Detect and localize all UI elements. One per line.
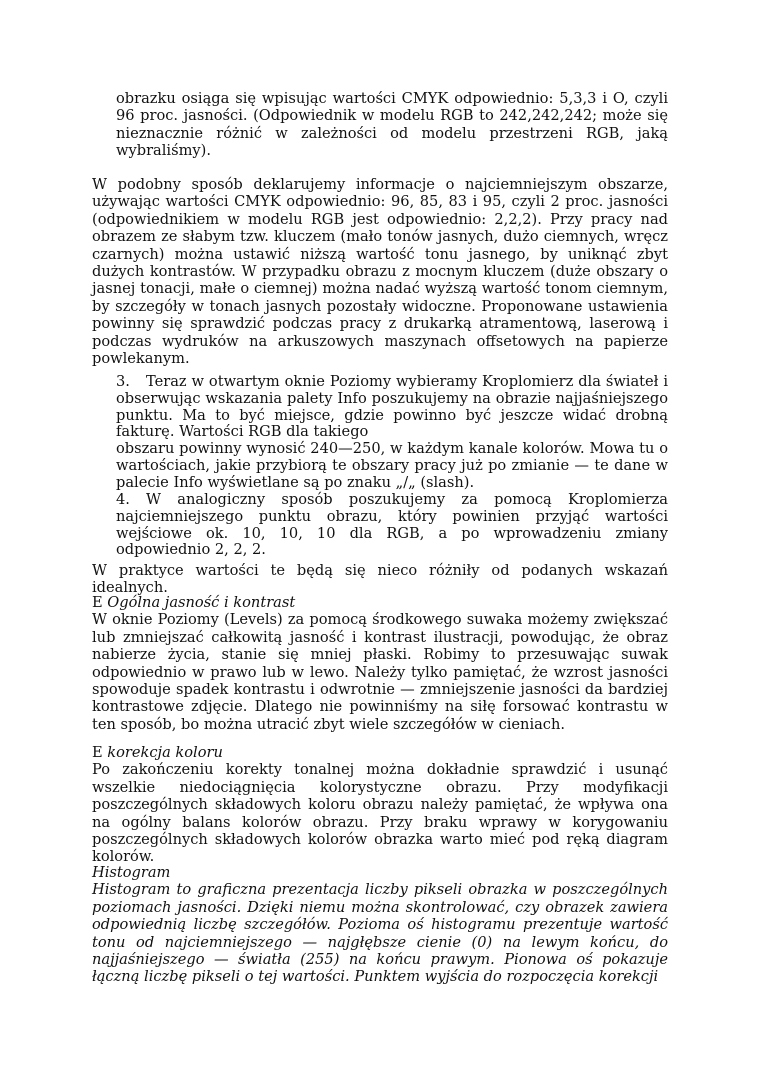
paragraph-practice	[92, 562, 668, 597]
section-title: Histogram	[92, 864, 171, 881]
list-item-number: 4.	[116, 491, 130, 508]
list-item-text	[116, 492, 668, 559]
section-heading	[92, 594, 668, 611]
paragraph-text: W praktyce wartości te będą się nieco różniły od podanych wskazań idealnych.	[92, 562, 668, 597]
list-item-body: W analogiczny sposób poszukujemy za pomocą Kroplomierza najciemniejszego punktu obrazu, który powinien przyjąć wartości wejściowe ok. 10, 10, 10 dla RGB, a po wprowadzeniu zmiany odpowiednio 2, 2, 2.	[116, 491, 668, 559]
paragraph-text: obrazku osiąga się wpisując wartości CMYK odpowiednio: 5,3,3 i O, czyli 96 proc. jasności. (Odpowiednik w modelu RGB to 242,242,242; może się nieznacznie różnić w zależności od modelu przestrzeni RGB, jaką wybraliśmy).	[116, 90, 668, 160]
section-brightness-contrast	[92, 594, 668, 733]
paragraph-continuation	[116, 90, 668, 160]
section-color-correction	[92, 744, 668, 866]
paragraph-darkest-area	[92, 176, 668, 367]
list-item-body: Teraz w otwartym oknie Poziomy wybieramy Kroplomierz dla świateł i obserwując wskazania palety Info poszukujemy na obrazie najjaśniejszego punktu. Ma to być miejsce, gdzie powinno być jeszcze widać drobną fakturę. Wartości RGB dla takiego	[116, 373, 668, 441]
section-bullet: E	[92, 594, 103, 611]
paragraph-text: W podobny sposób deklarujemy informacje o najciemniejszym obszarze, używając wartości CMYK odpowiednio: 96, 85, 83 i 95, czyli 2 proc. jasności (odpowiednikiem w modelu RGB jest odpowiednio: 2,2,2). Przy pracy nad obrazem ze słabym tzw. kluczem (mało tonów jasnych, dużo ciemnych, wręcz czarnych) można ustawić niższą wartość tonu jasnego, by uniknąć zbyt dużych kontrastów. W przypadku obrazu z mocnym kluczem (duże obszary o jasnej tonacji, małe o ciemnej) można nadać wyższą wartość tonom ciemnym, by szczegóły w tonach jasnych pozostały widoczne. Proponowane ustawienia powinny się sprawdzić podczas pracy z drukarką atramentową, laserową i podczas wydruków na arkuszowych maszynach offsetowych na papierze powlekanym.	[92, 176, 668, 368]
list-item-text	[116, 374, 668, 441]
section-body: Histogram to graficzna prezentacja liczby pikseli obrazka w poszczególnych poziomach jasności. Dzięki niemu można skontrolować, czy obrazek zawiera odpowiednią liczbę szczegółów. Pozioma oś histogramu prezentuje wartość tonu od najciemniejszego — najgłębsze cienie (0) na lewym końcu, do najjaśniejszego — światła (255) na końcu prawym. Pionowa oś pokazuje łączną liczbę pikseli o tej wartości. Punktem wyjścia do rozpoczęcia korekcji	[92, 881, 668, 986]
list-item-3	[116, 374, 668, 492]
section-histogram	[92, 864, 668, 986]
list-item-4	[116, 492, 668, 559]
section-bullet: E	[92, 744, 103, 761]
section-heading	[92, 744, 668, 761]
section-body: W oknie Poziomy (Levels) za pomocą środkowego suwaka możemy zwiększać lub zmniejszać całkowitą jasność i kontrast ilustracji, powodując, że obraz nabierze życia, stanie się mniej płaski. Robimy to przesuwając suwak odpowiednio w prawo lub w lewo. Należy tylko pamiętać, że wzrost jasności spowoduje spadek kontrastu i odwrotnie — zmniejszenie jasności da bardziej kontrastowe zdjęcie. Dlatego nie powinniśmy na siłę forsować kontrastu w ten sposób, bo można utracić zbyt wiele szczegółów w cieniach.	[92, 611, 668, 733]
section-title: Ogólna jasność i kontrast	[107, 594, 296, 611]
list-item-continuation: obszaru powinny wynosić 240—250, w każdym kanale kolorów. Mowa tu o wartościach, jakie przybiorą te obszary pracy już po zmianie — te dane w palecie Info wyświetlane są po znaku „/„ (slash).	[116, 440, 668, 491]
section-title: korekcja koloru	[107, 744, 223, 761]
section-body: Po zakończeniu korekty tonalnej można dokładnie sprawdzić i usunąć wszelkie niedociągnięcia kolorystyczne obrazu. Przy modyfikacji poszczególnych składowych koloru obrazu należy pamiętać, że wpływa ona na ogólny balans kolorów obrazu. Przy braku wprawy w korygowaniu poszczególnych składowych kolorów obrazka warto mieć pod ręką diagram kolorów.	[92, 761, 668, 866]
list-item-number: 3.	[116, 373, 130, 390]
